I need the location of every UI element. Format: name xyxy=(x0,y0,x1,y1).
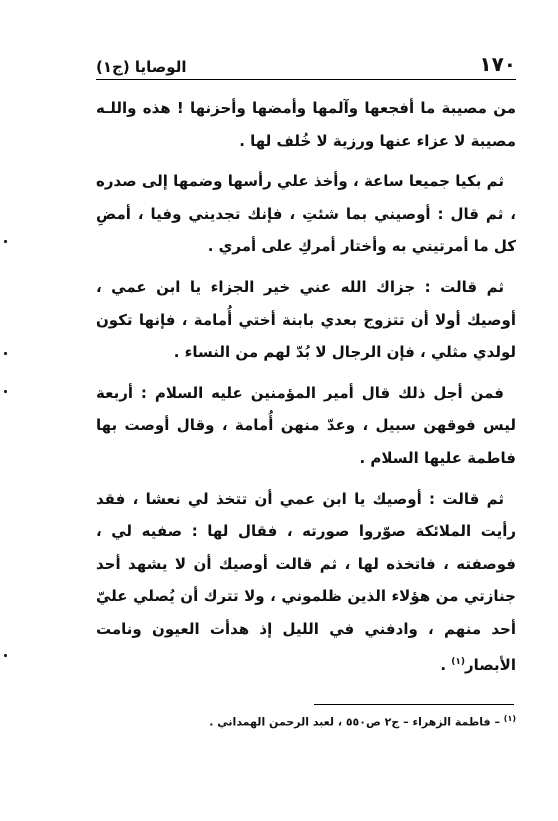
margin-mark xyxy=(4,390,7,393)
footnote-rule xyxy=(314,704,514,705)
header-rule xyxy=(96,79,516,80)
footnote-reference[interactable]: (١) xyxy=(451,656,465,667)
paragraph-5 xyxy=(96,483,516,682)
paragraph-2: ثم بكيا جميعا ساعة ، وأخذ علي رأسها وضمها إلى صدره ، ثم قال : أوصيني بما شئتِ ، فإنك تجديني وفيا ، أمضِ كل ما أمرتيني به وأختار أمركِ على أمري . xyxy=(96,172,516,256)
page-number: ١٧٠ xyxy=(479,52,516,76)
paragraph-5-closing: . xyxy=(440,655,452,674)
paragraph-1: من مصيبة ما أفجعها وآلمها وأمضها وأحزنها ! هذه واللـه مصيبة لا عزاء عنها ورزية لا خُلف لها . xyxy=(96,99,516,150)
paragraph-5-text: ثم قالت : أوصيك يا ابن عمي أن تتخذ لي نعشا ، فقد رأيت الملائكة صوّروا صورته ، فقال لها : صفيه لي ، فوصفته ، فاتخذه لها ، ثم قالت أوصيك أن لا يشهد أحد جنازتي من هؤلاء الذين ظلموني ، ولا تترك أن يُصلي عليّ أحد منهم ، وادفني في الليل إذ هدأت العيون ونامت الأبصار xyxy=(96,489,516,674)
running-title: الوصايا (ج١) xyxy=(96,58,187,76)
margin-mark xyxy=(4,654,7,657)
margin-mark xyxy=(4,352,7,355)
footnote xyxy=(96,714,516,729)
body-text xyxy=(96,92,516,689)
paragraph-4: فمن أجل ذلك قال أمير المؤمنين عليه السلام : أربعة ليس فوقهن سبيل ، وعدّ منهن أُمامة ، وقال أوصت بها فاطمة عليها السلام . xyxy=(96,383,516,467)
footnote-text: – فاطمة الزهراء – ج٢ ص٥٥٠ ، لعبد الرحمن الهمداني . xyxy=(209,715,504,729)
footnote-marker: (١) xyxy=(503,714,516,723)
page-header xyxy=(96,36,516,76)
margin-mark xyxy=(4,240,7,243)
paragraph-3: ثم قالت : جزاك الله عني خير الجزاء يا ابن عمي ، أوصيك أولا أن تتزوج بعدي بابنة أختي أُمامة ، فإنها تكون لولدي مثلي ، فإن الرجال لا بُدّ لهم من النساء . xyxy=(96,277,516,362)
